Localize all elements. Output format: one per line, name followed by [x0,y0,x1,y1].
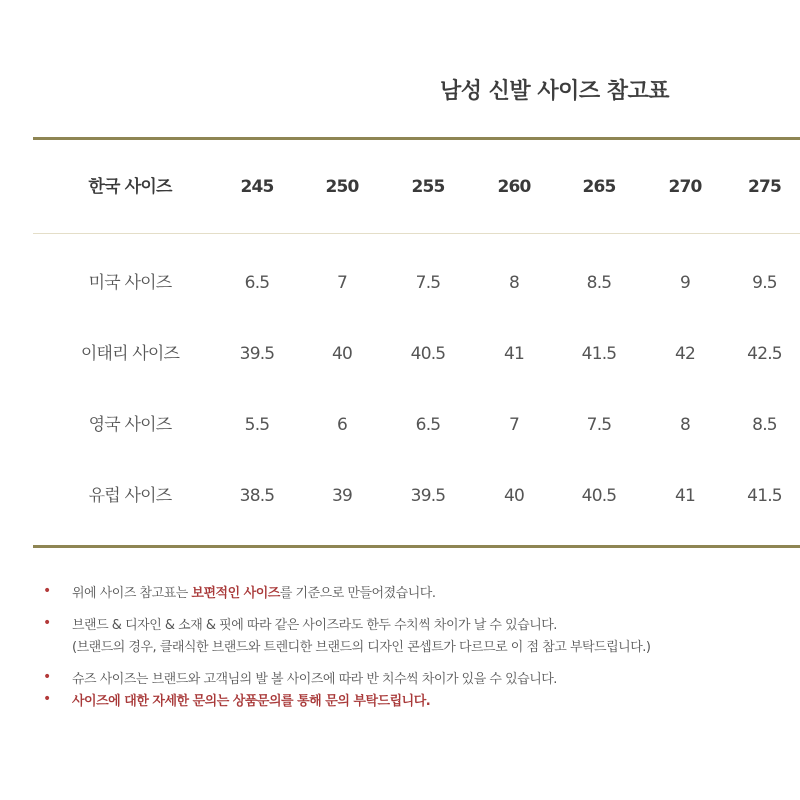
bullet-icon: • [43,691,51,707]
table-cell: 6 [336,415,348,435]
table-cell: 40 [331,344,353,364]
table-cell: 7 [336,273,348,293]
table-row-uk-size [0,410,800,440]
table-cell: 8.5 [586,273,612,293]
table-header-divider [33,233,800,234]
note-text [72,583,780,605]
table-bottom-divider [33,545,800,548]
header-size: 275 [747,177,782,197]
table-cell: 41 [503,344,525,364]
table-cell: 7.5 [415,273,441,293]
table-top-divider [33,137,800,140]
table-header-row [0,172,800,202]
header-size: 260 [497,177,531,197]
size-notes [40,583,780,713]
table-cell: 8.5 [752,415,777,435]
note-text: 슈즈 사이즈는 브랜드와 고객님의 발 볼 사이즈에 따라 반 치수씩 차이가 있을 수 있습니다. [72,672,557,687]
page-title: 남성 신발 사이즈 참고표 [440,79,669,104]
bullet-icon: • [43,583,51,599]
note-item [40,583,780,605]
table-cell: 41 [674,486,696,506]
table-cell: 39.5 [239,344,275,364]
table-cell: 40 [503,486,525,506]
row-label: 유럽 사이즈 [88,486,172,506]
table-cell: 7.5 [586,415,612,435]
table-row-eu-size [0,481,800,511]
table-row-italy-size [0,339,800,369]
table-cell: 9 [679,273,691,293]
note-item [40,615,780,659]
table-cell: 8 [508,273,520,293]
note-text: 사이즈에 대한 자세한 문의는 상품문의를 통해 문의 부탁드립니다. [72,694,431,709]
table-cell: 6.5 [244,273,270,293]
header-size: 270 [668,177,702,197]
bullet-icon: • [43,669,51,685]
table-cell: 8 [679,415,691,435]
note-emphasis: 보편적인 사이즈 [191,586,280,601]
note-text-part: 위에 사이즈 참고표는 [72,586,192,601]
note-text-part: 를 기준으로 만들어졌습니다. [279,586,436,601]
row-label: 미국 사이즈 [88,273,172,293]
note-text: 브랜드 & 디자인 & 소재 & 핏에 따라 같은 사이즈라도 한두 수치씩 차이가 날 수 있습니다. [72,618,557,633]
table-cell: 41.5 [581,344,617,364]
table-cell: 42.5 [747,344,782,364]
note-item-emphasis [40,691,780,713]
table-cell: 5.5 [244,415,270,435]
table-cell: 9.5 [752,273,777,293]
header-size: 265 [582,177,616,197]
table-cell: 42 [674,344,696,364]
note-text-continued: (브랜드의 경우, 클래식한 브랜드와 트렌디한 브랜드의 디자인 콘셉트가 다르므로 이 점 참고 부탁드립니다.) [72,640,651,655]
header-size: 250 [325,177,359,197]
row-label: 이태리 사이즈 [80,344,180,364]
table-cell: 39.5 [410,486,446,506]
table-row-us-size [0,268,800,298]
row-label: 영국 사이즈 [88,415,172,435]
header-size: 245 [240,177,274,197]
table-cell: 6.5 [415,415,441,435]
table-cell: 39 [331,486,353,506]
table-cell: 38.5 [239,486,275,506]
table-cell: 40.5 [410,344,446,364]
table-cell: 40.5 [581,486,617,506]
table-cell: 7 [508,415,520,435]
bullet-icon: • [43,615,51,631]
note-item [40,669,780,691]
header-label-korea-size: 한국 사이즈 [88,177,172,197]
header-size: 255 [411,177,445,197]
table-cell: 41.5 [747,486,782,506]
